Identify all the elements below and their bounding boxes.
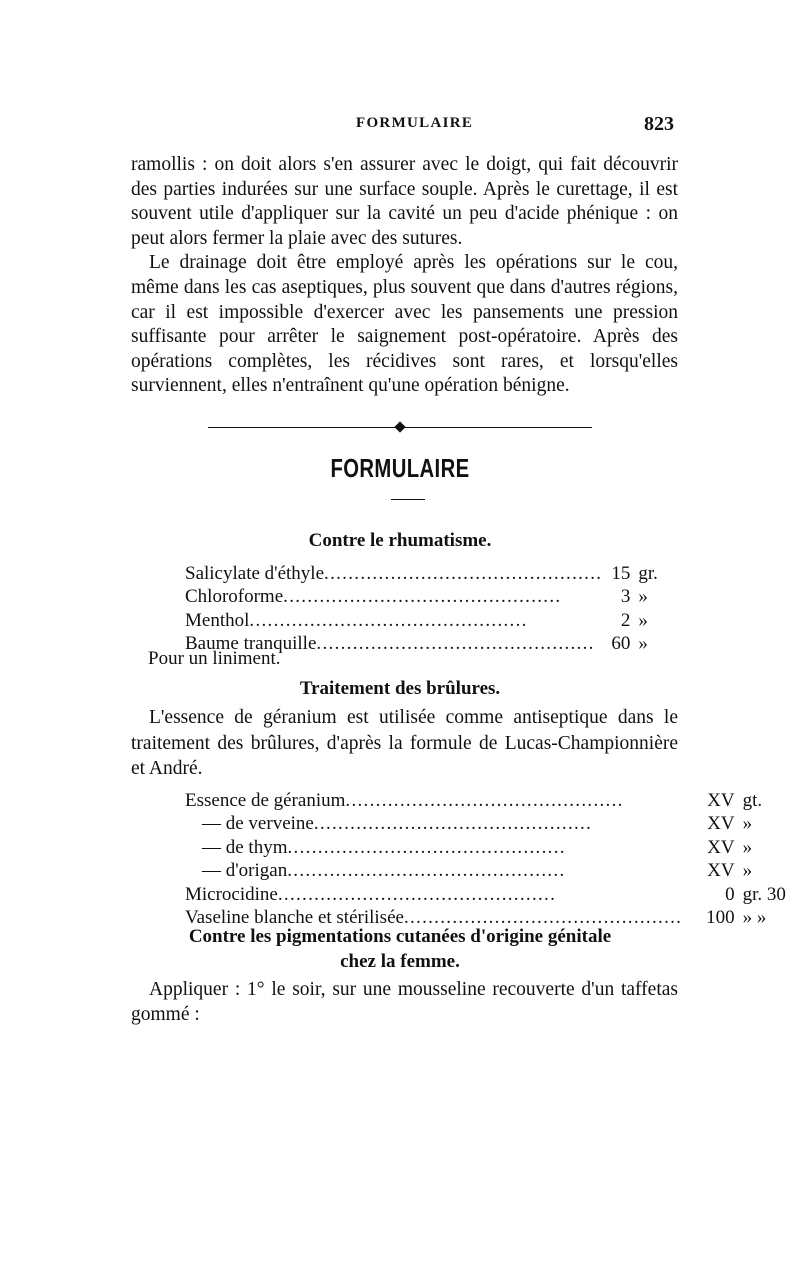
ingredient-name: Essence de géranium	[185, 790, 346, 811]
page-number: 823	[644, 113, 674, 135]
table-row: — d'origan.............................................. XV »	[185, 859, 800, 882]
ingredient-name: Baume tranquille	[185, 633, 317, 655]
ingredient-unit: »	[638, 609, 648, 631]
ingredient-name: Vaseline blanche et stérilisée	[185, 907, 404, 929]
ingredient-unit: »	[742, 836, 753, 858]
intro-text	[131, 153, 678, 399]
rhumatisme-heading: Contre le rhumatisme.	[308, 530, 492, 551]
ingredient-name: Microcidine	[185, 883, 278, 905]
ingredient-unit: » »	[742, 907, 767, 929]
rhumatisme-footer: Pour un liniment.	[148, 648, 281, 669]
ingredient-qty: XV	[707, 860, 735, 882]
ingredient-qty: XV	[707, 813, 735, 835]
pigmentations-heading-line1: Contre les pigmentations cutanées d'origine génitale	[188, 926, 612, 947]
ingredient-name: — de verveine	[202, 813, 314, 835]
intro-paragraph-2: Le drainage doit être employé après les opérations sur le cou, même dans les cas aseptiques, plus souvent que dans d'autres régions, car il est impossible d'exercer avec les pansements une pression suffisante pour arrêter le saignement post-opératoire. Après des opérations complètes, les récidives sont rares, et lorsqu'elles surviennent, elles n'entraînent qu'une opération bénigne.	[131, 252, 678, 397]
pigmentations-paragraph: Appliquer : 1° le soir, sur une mousseline recouverte d'un taffetas gommé :	[131, 979, 678, 1025]
ingredient-name: Salicylate d'éthyle	[185, 563, 325, 584]
brulures-heading: Traitement des brûlures.	[299, 678, 501, 699]
table-row: Chloroforme.............................................. 3 »	[185, 585, 678, 608]
brulures-table	[185, 789, 800, 929]
ingredient-unit: »	[638, 633, 648, 655]
title-underline	[391, 499, 425, 500]
table-row: Vaseline blanche et stérilisée.............................................. 100 » »	[185, 906, 800, 929]
ingredient-unit: gr.	[638, 563, 658, 584]
divider-diamond-icon	[394, 421, 405, 432]
ingredient-qty: 60	[611, 633, 631, 655]
table-row: Menthol.............................................. 2 »	[185, 609, 678, 632]
ingredient-qty: 3	[620, 586, 631, 608]
pigmentations-heading-line2: chez la femme.	[340, 951, 460, 972]
table-row: Baume tranquille.............................................. 60 »	[185, 632, 678, 655]
table-row: Microcidine.............................................. 0 gr. 30	[185, 883, 800, 906]
section-title: FORMULAIRE	[330, 453, 470, 483]
ingredient-qty: 100	[706, 907, 735, 929]
ingredient-qty: 15	[611, 563, 631, 584]
table-row: Essence de géranium.............................................. XV gt.	[185, 789, 800, 812]
ingredient-qty: 2	[620, 609, 631, 631]
ingredient-unit: gt.	[742, 790, 763, 811]
ingredient-name: Chloroforme	[185, 586, 284, 608]
ingredient-name: Menthol	[185, 609, 250, 631]
running-title: FORMULAIRE	[356, 115, 474, 131]
ingredient-qty: 0	[725, 883, 735, 905]
ingredient-unit: »	[742, 860, 753, 882]
intro-paragraph-1: ramollis : on doit alors s'en assurer avec le doigt, qui fait découvrir des parties indurées sur une surface souple. Après le curettage, il est souvent utile d'appliquer sur la cavité un peu d'acide phénique : on peut alors fermer la plaie avec des sutures.	[131, 154, 678, 249]
ingredient-unit: »	[742, 813, 753, 835]
pigmentations-text-block	[131, 977, 678, 1027]
table-row: — de verveine.............................................. XV »	[185, 812, 800, 835]
ingredient-qty: XV	[707, 836, 735, 858]
ingredient-name: — d'origan	[202, 860, 288, 882]
table-row: Salicylate d'éthyle.............................................. 15 gr.	[185, 562, 678, 585]
ingredient-qty: XV	[707, 790, 735, 811]
ingredient-name: — de thym	[202, 836, 288, 858]
rhumatisme-table	[185, 562, 678, 656]
brulures-text-block	[131, 705, 678, 782]
ingredient-unit: »	[638, 586, 648, 608]
ingredient-unit: gr. 30	[742, 883, 786, 905]
brulures-paragraph: L'essence de géranium est utilisée comme antiseptique dans le traitement des brûlures, d'après la formule de Lucas-Championnière et André.	[131, 707, 678, 779]
table-row: — de thym.............................................. XV »	[185, 836, 800, 859]
